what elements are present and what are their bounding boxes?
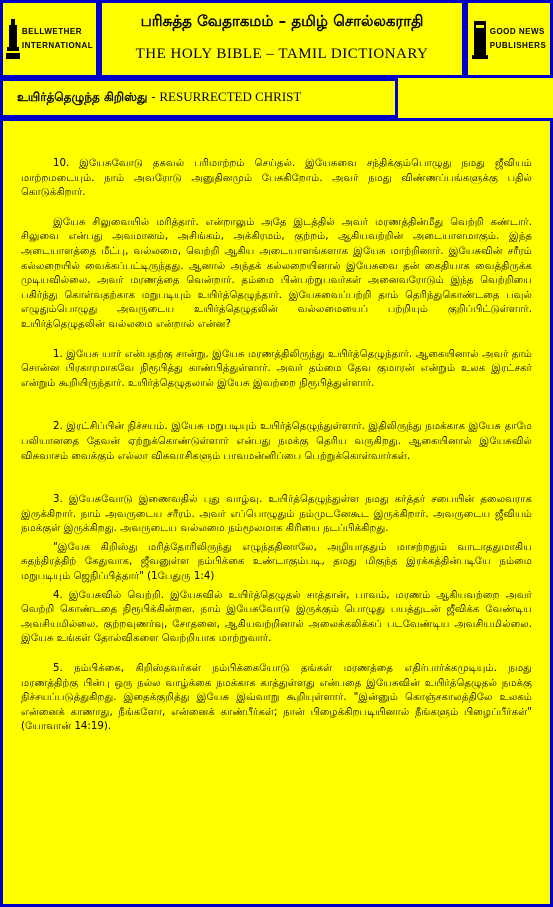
- title-english: THE HOLY BIBLE – TAMIL DICTIONARY: [135, 46, 429, 62]
- logo-right-line1: GOOD NEWS: [489, 27, 545, 36]
- subheading: [17, 89, 301, 106]
- logo-right-box: [465, 0, 553, 78]
- paragraph-quote-peter: "இயேசு கிறிஸ்து மரித்தோரிலிருந்து எழுந்ததினாலே, அழியாததும் மாசற்றதும் வாடாததுமாகிய சுதந்திரத்திற் கேதுவாக, ஜீவனுள்ள நம்பிக்கை உண்டாகும்படி, தமது மிகுந்த இரக்கத்தின்படியே நம்மை மறுபடியும் ஜெநிப்பித்தார்" (1பேதுரு 1:4): [21, 541, 532, 583]
- logo-left-line2: INTERNATIONAL: [21, 41, 94, 50]
- subheading-separator: -: [147, 90, 160, 104]
- logo-right-line2: PUBLISHERS: [489, 41, 547, 50]
- paragraph-victory: 4. இயேசுவில் வெற்றி. இயேசுவில் உயிர்த்தெழுதல் சாத்தான், பாவம், மரணம் ஆகியவற்றை அவர் வெற்றி கொண்டதை நிரூபிக்கின்றன. நாம் இயேசுவோடு இருக்கும் பொழுது பயத்துடன் ஜீவிக்க வேண்டிய அவசியமில்லை. குற்றவுணர்வு, சோதனை, ஆகியவற்றினால் அலைக்கலிக்கப் படவேண்டிய அவசியமில்லை. இயேசு உங்கள் தோல்விகளை வெற்றியாக மாற்றுவார்.: [21, 589, 532, 645]
- article-body: [21, 157, 532, 735]
- paragraph-salvation: 2. இரட்சிப்பின் நிச்சயம். இயேசு மறுபடியும் உயிர்த்தெழுந்துள்ளார். இதிலிருந்து நமக்காக இயேசு தாமே பலியானதை தேவன் ஏற்றுக்கொண்டுள்ளார் என்பது நமக்கு தெரிய வருகிறது. ஆகையினால் இயேசுவில் விசுவாசம் வைக்கும் எல்லா விசுவாசிகளும் பாவமன்னிப்பை பெற்றுக்கொள்வார்கள்.: [21, 421, 532, 462]
- paragraph-hope: 5. நம்பிக்கை, கிறிஸ்தவர்கள் நம்பிக்கையோடு தங்கள் மரணத்தை எதிர்பார்க்கமுடியும். நமது மரணத்திற்கு பின்பு ஒரு நல்ல வாழ்க்கை நமக்காக காத்துள்ளது என்பதை இயேசுவின் உயிர்த்தெழுதல் நமக்கு நிச்சயப்படுத்துகிறது. இதைக்குறித்து இயேசு இவ்வாறு கூறியுள்ளார். "இன்னும் கொஞ்சகாலத்திலே உலகம் என்னைக் காணாது, நீங்களோ, என்னைக் காண்பீர்கள்; நான் பிழைக்கிறபடியினால் நீங்களும் பிழைப்பீர்கள்" (யோவான் 14:19).: [21, 663, 532, 733]
- lamp-logo-icon: [6, 17, 20, 61]
- paragraph-proof: 1. இயேசு யார் என்பதற்கு சான்று. இயேசு மரணத்திலிருந்து உயிர்த்தெழுந்தார். ஆகையினால் அவர் தாம் சொன்ன பிரகாரமாகவே நிரூபித்து காண்பித்துள்ளார். அவர் தம்மை தேவ குமாரன் என்றும் உலக இரட்சகர் என்றும் கூறியிருந்தார். உயிர்த்தெழுதலால் இயேசு இவற்றை நிரூபித்துள்ளார்.: [21, 348, 532, 389]
- subheading-tamil: உயிர்த்தெழுந்த கிறிஸ்து: [17, 90, 148, 104]
- subheading-box: [0, 78, 398, 118]
- title-tamil: பரிசுத்த வேதாகமம் – தமிழ் சொல்லகராதி: [140, 12, 424, 30]
- book-logo-icon: [472, 17, 488, 61]
- title-box: [99, 0, 465, 78]
- paragraph-communication: 10. இயேசுவோடு தகவல் பரிமாற்றம் செய்தல். இயேசுவை சந்திக்கும்பொழுது நமது ஜீவியம் மாற்றமடையும். நாம் அவரோடு அனுதினமும் பேசுகிறோம். அவர் நமது விண்ணப்பங்களுக்கு பதில் கொடுக்கிறார்.: [21, 158, 532, 199]
- logo-left-box: [0, 0, 99, 78]
- content-box: [0, 118, 553, 907]
- paragraph-new-life: 3. இயேசுவோடு இணைவதில் புது வாழ்வு. உயிர்த்தெழுந்துள்ள நமது கர்த்தர் சபையின் தலைவராக இருக்கிறார். நாம் அவருடைய சரீரம். அவர் எப்பொழுதும் நம்முடனேகூட இருக்கிறார். அவருடைய ஜீவியம் நமக்குள் இருக்கிறது. அவருடைய வல்லமை நம்மூலமாக கிரியை நடப்பிக்கிறது.: [21, 494, 532, 535]
- logo-left-line1: BELLWETHER: [21, 27, 82, 36]
- paragraph-cross: இயேசு சிலுவையில் மரித்தார். என்றாலும் அதே இடத்தில் அவர் மரணத்தின்மீது வெற்றி கண்டார். சிலுவை என்பது அவமானம், அசிங்கம், அக்கிரமம், குற்றம், ஆகியவற்றின் அடையாளமாகும். இந்த அடையாளத்தை மீட்பு, வல்லமை, வெற்றி ஆகிய அடையாளங்களாக இயேசு மாற்றினார். இயேசுவின் சரீரம் கல்லறையில் வைக்கப்பட்டிருந்தது. ஆனால் அந்தக் கல்லறையினால் இயேசுவை தன் கைதியாக வைத்திருக்க முடியவில்லை. அவர் மரணத்தை வென்றார். தம்மை பின்பற்றுபவர்கள் அனைவரோடும் இந்த வெற்றியை பகிர்ந்து கொள்வதற்காக மறுபடியும் உயிர்த்தெழுந்தார். இயேசுவைப்பற்றி தாம் தெரிந்துகொண்டதை பவுல் எழுதும்பொழுது அவருடைய உயிர்த்தெழுதலின் வல்லமையைப் பற்றியும் குறிப்பிட்டுள்ளார். உயிர்த்தெழுதலின் வல்லமை என்றால் என்ன?: [21, 216, 532, 330]
- subheading-english: RESURRECTED CHRIST: [159, 89, 302, 104]
